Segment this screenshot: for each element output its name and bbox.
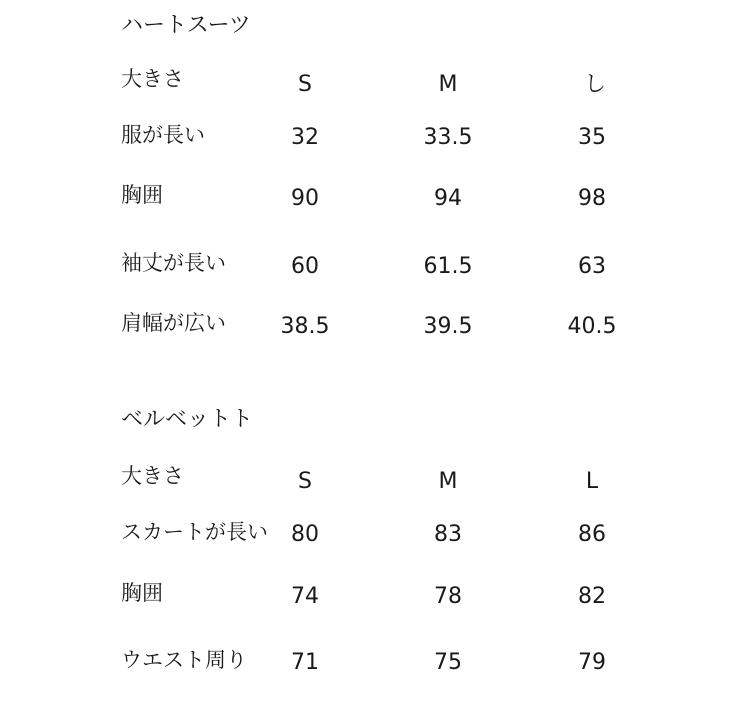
cell: 32 bbox=[291, 125, 319, 150]
cell: 78 bbox=[434, 584, 462, 609]
cell: 82 bbox=[578, 584, 606, 609]
cell: し bbox=[583, 72, 607, 97]
cell: 38.5 bbox=[280, 314, 330, 339]
cell: 60 bbox=[291, 254, 319, 279]
row-label: 肩幅が広い bbox=[121, 311, 226, 335]
cell: 39.5 bbox=[423, 314, 473, 339]
table-title: ベルベットト bbox=[121, 407, 254, 432]
row-label: 大きさ bbox=[121, 464, 184, 488]
row-label: ウエスト周り bbox=[121, 648, 247, 672]
cell: 63 bbox=[578, 254, 606, 279]
cell: 86 bbox=[578, 522, 606, 547]
cell: 98 bbox=[578, 186, 606, 211]
row-label: 大きさ bbox=[121, 67, 184, 91]
cell: 71 bbox=[291, 650, 319, 675]
row-label: 服が長い bbox=[121, 123, 205, 147]
row-label: 胸囲 bbox=[121, 183, 163, 207]
row-label: 袖丈が長い bbox=[121, 251, 226, 275]
cell: S bbox=[298, 72, 312, 97]
cell: 35 bbox=[578, 125, 606, 150]
cell: L bbox=[585, 469, 599, 494]
cell: 80 bbox=[291, 522, 319, 547]
cell: M bbox=[438, 469, 458, 494]
cell: 83 bbox=[434, 522, 462, 547]
cell: 40.5 bbox=[567, 314, 617, 339]
cell: 90 bbox=[291, 186, 319, 211]
cell: S bbox=[298, 469, 312, 494]
cell: 33.5 bbox=[423, 125, 473, 150]
cell: 75 bbox=[434, 650, 462, 675]
row-label: 胸囲 bbox=[121, 581, 163, 605]
table-title: ハートスーツ bbox=[121, 13, 251, 38]
cell: 74 bbox=[291, 584, 319, 609]
row-label: スカートが長い bbox=[121, 520, 268, 544]
cell: M bbox=[438, 72, 458, 97]
cell: 79 bbox=[578, 650, 606, 675]
cell: 94 bbox=[434, 186, 462, 211]
cell: 61.5 bbox=[423, 254, 473, 279]
